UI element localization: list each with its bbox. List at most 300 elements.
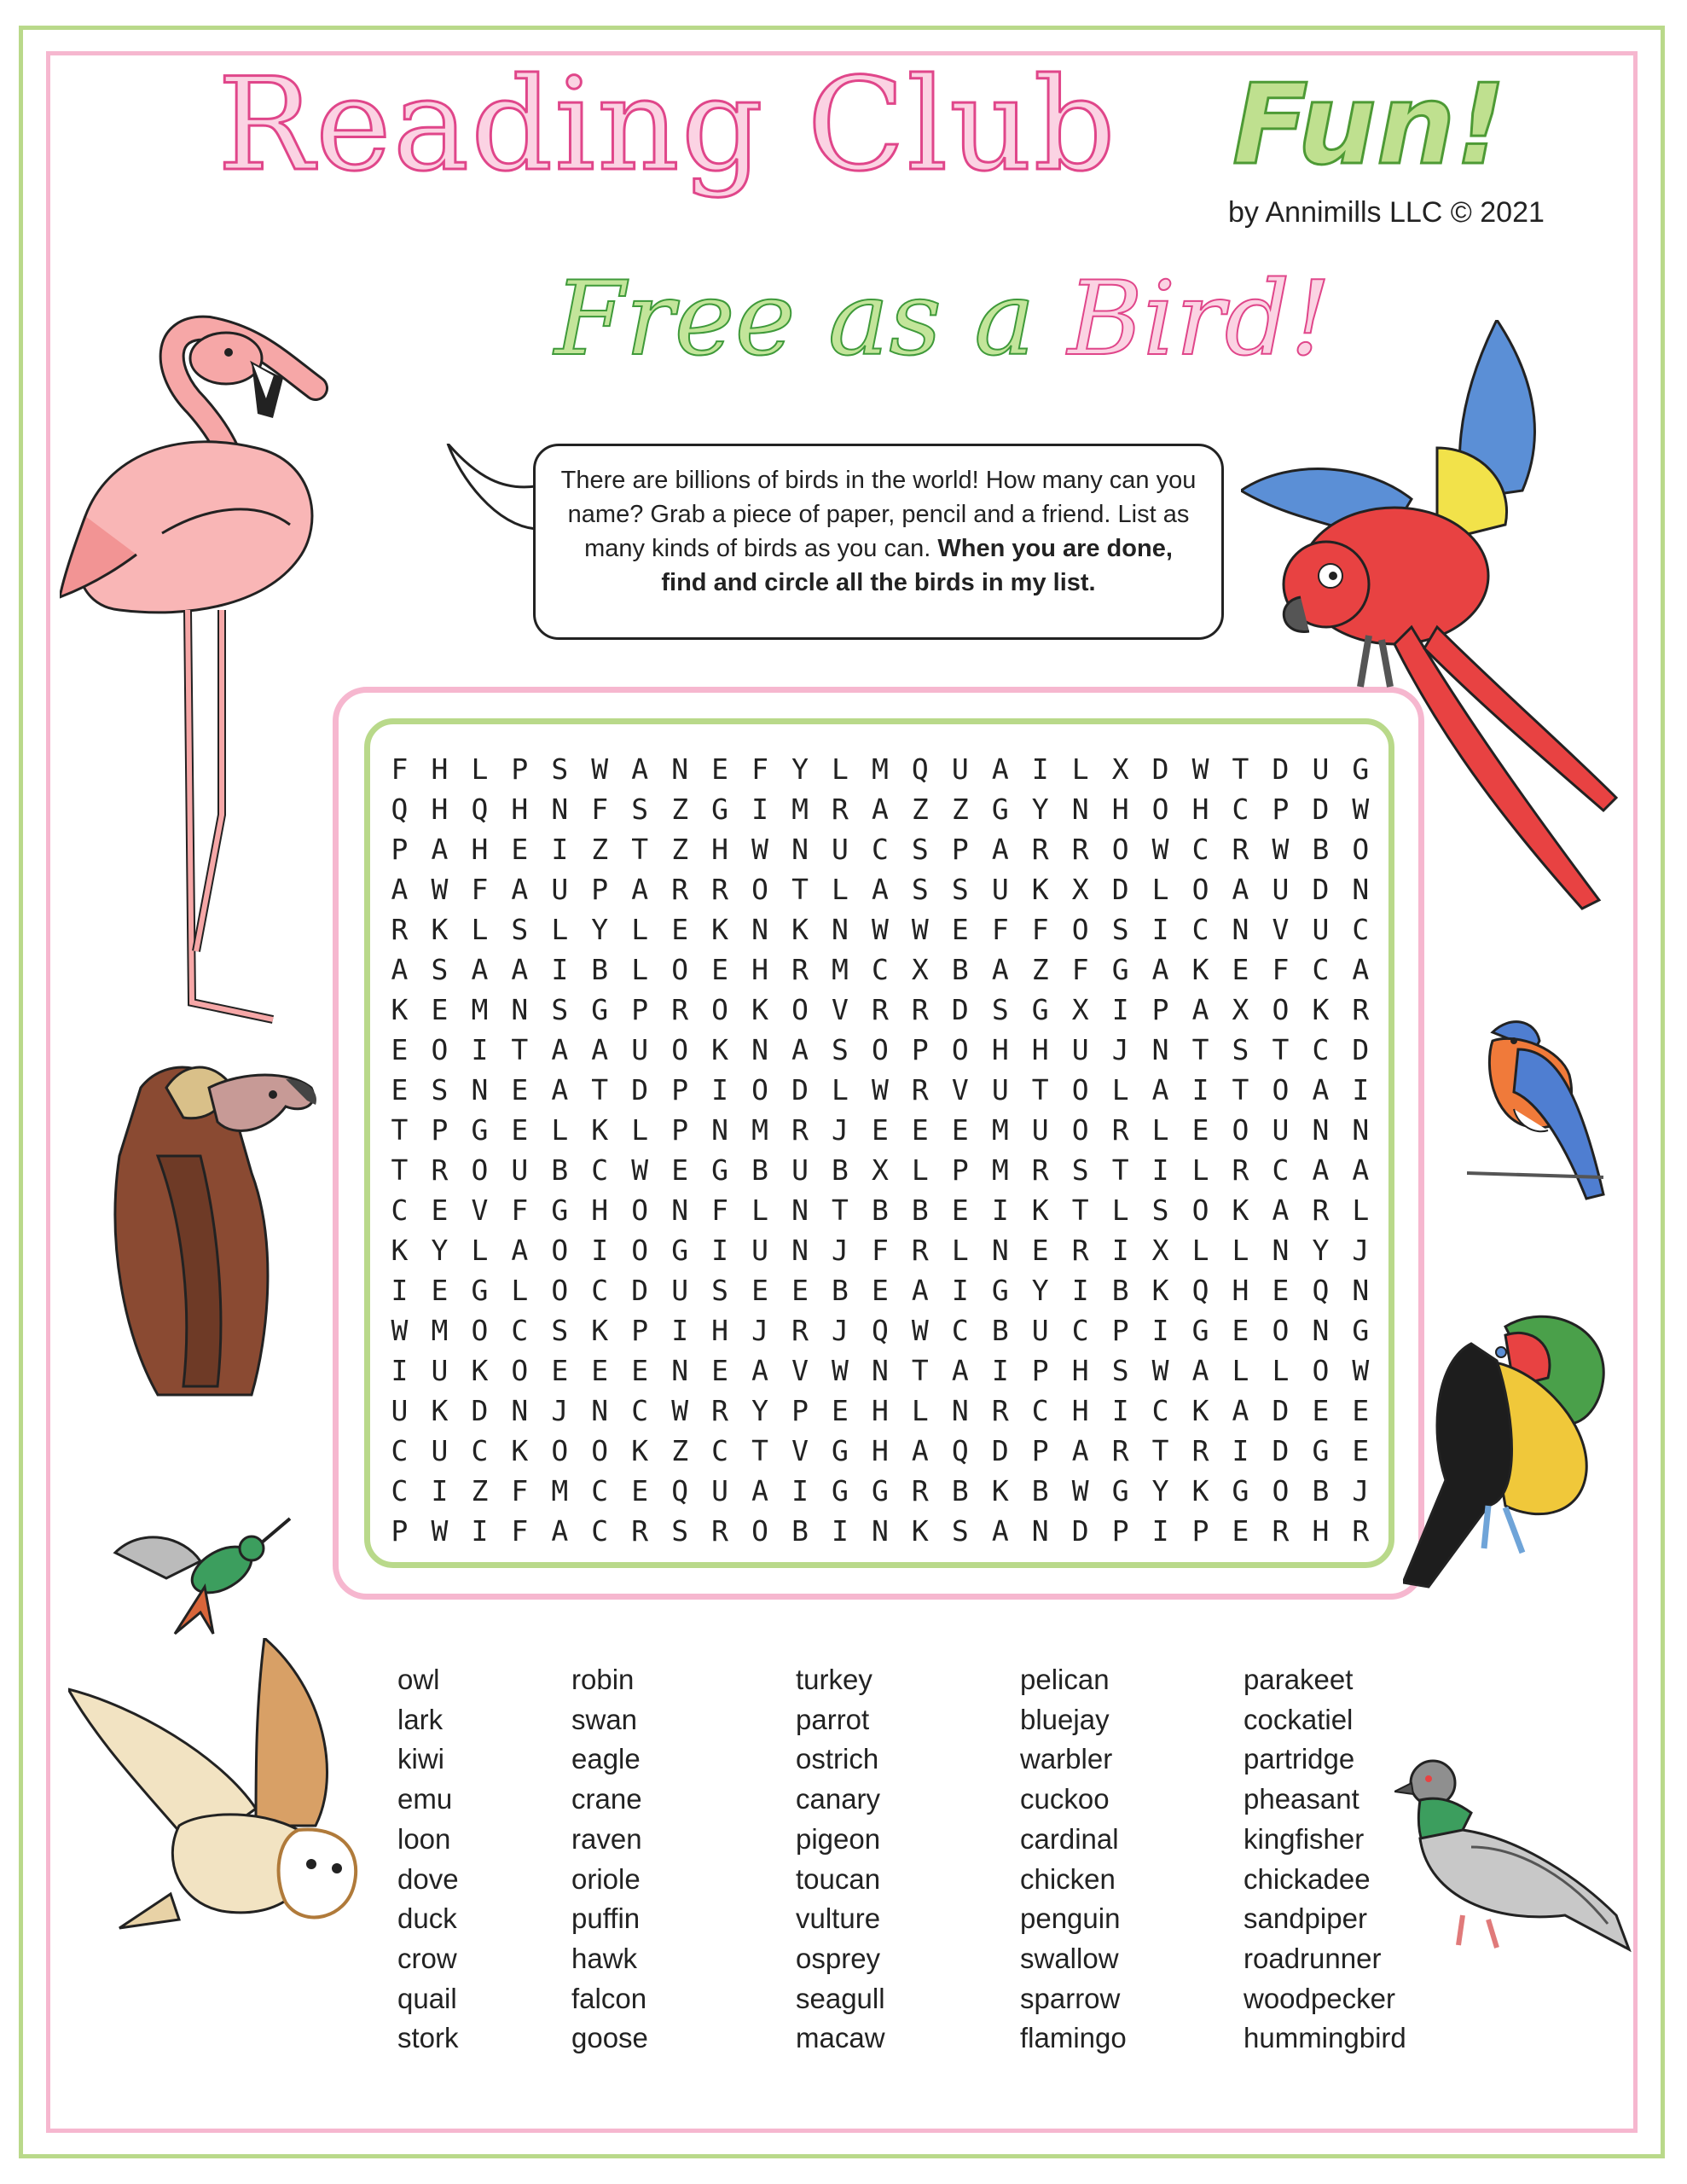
grid-letter[interactable]: D: [951, 993, 969, 1026]
grid-letter[interactable]: G: [1352, 1314, 1370, 1347]
grid-letter[interactable]: D: [1312, 873, 1330, 906]
grid-letter[interactable]: A: [751, 1474, 768, 1507]
grid-letter[interactable]: T: [1151, 1434, 1169, 1467]
grid-letter[interactable]: S: [1232, 1033, 1249, 1066]
grid-letter[interactable]: O: [711, 993, 729, 1026]
grid-letter[interactable]: C: [871, 953, 889, 986]
grid-letter[interactable]: W: [1151, 833, 1169, 866]
grid-letter[interactable]: O: [1191, 873, 1209, 906]
grid-letter[interactable]: O: [671, 1033, 689, 1066]
grid-letter[interactable]: D: [471, 1394, 489, 1427]
grid-letter[interactable]: C: [391, 1194, 409, 1227]
grid-letter[interactable]: G: [551, 1194, 569, 1227]
grid-letter[interactable]: N: [1352, 1274, 1370, 1307]
grid-letter[interactable]: L: [832, 752, 849, 786]
grid-letter[interactable]: K: [591, 1314, 609, 1347]
grid-letter[interactable]: H: [1071, 1394, 1089, 1427]
grid-letter[interactable]: C: [591, 1274, 609, 1307]
grid-letter[interactable]: H: [991, 1033, 1009, 1066]
grid-letter[interactable]: K: [431, 1394, 449, 1427]
grid-letter[interactable]: K: [631, 1434, 649, 1467]
grid-letter[interactable]: R: [791, 953, 809, 986]
grid-letter[interactable]: A: [1151, 1073, 1169, 1107]
grid-letter[interactable]: V: [471, 1194, 489, 1227]
grid-letter[interactable]: P: [391, 833, 409, 866]
grid-letter[interactable]: Z: [951, 793, 969, 826]
grid-letter[interactable]: J: [751, 1314, 768, 1347]
grid-letter[interactable]: M: [991, 1113, 1009, 1147]
grid-letter[interactable]: I: [711, 1073, 729, 1107]
grid-letter[interactable]: P: [431, 1113, 449, 1147]
grid-letter[interactable]: F: [511, 1474, 529, 1507]
grid-letter[interactable]: U: [1312, 913, 1330, 946]
grid-letter[interactable]: T: [1031, 1073, 1049, 1107]
grid-letter[interactable]: A: [911, 1274, 929, 1307]
grid-letter[interactable]: E: [951, 1194, 969, 1227]
grid-letter[interactable]: A: [1272, 1194, 1290, 1227]
grid-letter[interactable]: T: [511, 1033, 529, 1066]
grid-letter[interactable]: I: [391, 1274, 409, 1307]
grid-letter[interactable]: N: [1272, 1234, 1290, 1267]
grid-letter[interactable]: S: [551, 993, 569, 1026]
grid-letter[interactable]: U: [751, 1234, 768, 1267]
grid-letter[interactable]: W: [871, 1073, 889, 1107]
grid-letter[interactable]: F: [711, 1194, 729, 1227]
grid-letter[interactable]: K: [791, 913, 809, 946]
grid-letter[interactable]: N: [1312, 1314, 1330, 1347]
grid-letter[interactable]: R: [1312, 1194, 1330, 1227]
grid-letter[interactable]: D: [1312, 793, 1330, 826]
grid-letter[interactable]: N: [1352, 1113, 1370, 1147]
grid-letter[interactable]: R: [1031, 1153, 1049, 1187]
grid-letter[interactable]: G: [1031, 993, 1049, 1026]
grid-letter[interactable]: L: [1151, 1113, 1169, 1147]
grid-letter[interactable]: R: [791, 1314, 809, 1347]
grid-letter[interactable]: I: [391, 1354, 409, 1387]
grid-letter[interactable]: P: [1151, 993, 1169, 1026]
grid-letter[interactable]: L: [631, 913, 649, 946]
grid-letter[interactable]: W: [1071, 1474, 1089, 1507]
grid-letter[interactable]: L: [911, 1153, 929, 1187]
grid-letter[interactable]: S: [631, 793, 649, 826]
grid-letter[interactable]: T: [391, 1113, 409, 1147]
grid-letter[interactable]: G: [671, 1234, 689, 1267]
grid-letter[interactable]: Y: [1031, 1274, 1049, 1307]
grid-letter[interactable]: T: [1232, 752, 1249, 786]
grid-letter[interactable]: N: [1232, 913, 1249, 946]
grid-letter[interactable]: J: [1111, 1033, 1129, 1066]
grid-letter[interactable]: C: [1312, 1033, 1330, 1066]
grid-letter[interactable]: E: [911, 1113, 929, 1147]
grid-letter[interactable]: F: [391, 752, 409, 786]
grid-letter[interactable]: R: [1191, 1434, 1209, 1467]
grid-letter[interactable]: D: [1352, 1033, 1370, 1066]
grid-letter[interactable]: L: [1232, 1354, 1249, 1387]
grid-letter[interactable]: F: [591, 793, 609, 826]
grid-letter[interactable]: V: [791, 1434, 809, 1467]
grid-letter[interactable]: A: [511, 873, 529, 906]
grid-letter[interactable]: U: [631, 1033, 649, 1066]
grid-letter[interactable]: L: [551, 1113, 569, 1147]
grid-letter[interactable]: T: [631, 833, 649, 866]
grid-letter[interactable]: P: [1272, 793, 1290, 826]
grid-letter[interactable]: D: [991, 1434, 1009, 1467]
grid-letter[interactable]: Y: [1031, 793, 1049, 826]
grid-letter[interactable]: D: [1272, 1394, 1290, 1427]
grid-letter[interactable]: T: [911, 1354, 929, 1387]
grid-letter[interactable]: M: [791, 793, 809, 826]
grid-letter[interactable]: L: [1191, 1234, 1209, 1267]
grid-letter[interactable]: H: [1111, 793, 1129, 826]
grid-letter[interactable]: N: [511, 993, 529, 1026]
grid-letter[interactable]: R: [1111, 1113, 1129, 1147]
grid-letter[interactable]: L: [1111, 1194, 1129, 1227]
grid-letter[interactable]: A: [551, 1073, 569, 1107]
grid-letter[interactable]: I: [471, 1033, 489, 1066]
grid-letter[interactable]: K: [391, 1234, 409, 1267]
grid-letter[interactable]: C: [1191, 833, 1209, 866]
grid-letter[interactable]: E: [591, 1354, 609, 1387]
grid-letter[interactable]: L: [471, 913, 489, 946]
grid-letter[interactable]: R: [391, 913, 409, 946]
grid-letter[interactable]: E: [631, 1474, 649, 1507]
grid-letter[interactable]: L: [631, 1113, 649, 1147]
grid-letter[interactable]: B: [751, 1153, 768, 1187]
grid-letter[interactable]: D: [631, 1073, 649, 1107]
grid-letter[interactable]: L: [751, 1194, 768, 1227]
grid-letter[interactable]: Q: [951, 1434, 969, 1467]
grid-letter[interactable]: O: [1232, 1113, 1249, 1147]
grid-letter[interactable]: D: [1111, 873, 1129, 906]
grid-letter[interactable]: E: [1352, 1434, 1370, 1467]
grid-letter[interactable]: E: [1232, 1514, 1249, 1548]
grid-letter[interactable]: J: [832, 1113, 849, 1147]
grid-letter[interactable]: L: [631, 953, 649, 986]
grid-letter[interactable]: B: [791, 1514, 809, 1548]
grid-letter[interactable]: S: [511, 913, 529, 946]
grid-letter[interactable]: S: [1071, 1153, 1089, 1187]
grid-letter[interactable]: W: [832, 1354, 849, 1387]
grid-letter[interactable]: H: [431, 752, 449, 786]
grid-letter[interactable]: K: [1191, 1394, 1209, 1427]
grid-letter[interactable]: B: [951, 1474, 969, 1507]
grid-letter[interactable]: F: [511, 1194, 529, 1227]
grid-letter[interactable]: R: [1232, 1153, 1249, 1187]
grid-letter[interactable]: R: [911, 1073, 929, 1107]
grid-letter[interactable]: L: [832, 1073, 849, 1107]
grid-letter[interactable]: R: [1031, 833, 1049, 866]
grid-letter[interactable]: W: [1272, 833, 1290, 866]
grid-letter[interactable]: U: [671, 1274, 689, 1307]
grid-letter[interactable]: X: [911, 953, 929, 986]
grid-letter[interactable]: A: [1232, 1394, 1249, 1427]
grid-letter[interactable]: Z: [591, 833, 609, 866]
grid-letter[interactable]: C: [391, 1474, 409, 1507]
grid-letter[interactable]: P: [1031, 1354, 1049, 1387]
grid-letter[interactable]: Y: [1312, 1234, 1330, 1267]
grid-letter[interactable]: Y: [1151, 1474, 1169, 1507]
grid-letter[interactable]: K: [1232, 1194, 1249, 1227]
grid-letter[interactable]: O: [1071, 1073, 1089, 1107]
grid-letter[interactable]: X: [1151, 1234, 1169, 1267]
grid-letter[interactable]: W: [431, 1514, 449, 1548]
grid-letter[interactable]: I: [711, 1234, 729, 1267]
grid-letter[interactable]: W: [911, 913, 929, 946]
grid-letter[interactable]: E: [1352, 1394, 1370, 1427]
grid-letter[interactable]: K: [711, 913, 729, 946]
grid-letter[interactable]: U: [951, 752, 969, 786]
grid-letter[interactable]: M: [871, 752, 889, 786]
grid-letter[interactable]: D: [791, 1073, 809, 1107]
grid-letter[interactable]: W: [391, 1314, 409, 1347]
grid-letter[interactable]: P: [1031, 1434, 1049, 1467]
grid-letter[interactable]: K: [511, 1434, 529, 1467]
grid-letter[interactable]: Z: [1031, 953, 1049, 986]
grid-letter[interactable]: I: [1031, 752, 1049, 786]
grid-letter[interactable]: P: [631, 993, 649, 1026]
grid-letter[interactable]: I: [791, 1474, 809, 1507]
grid-letter[interactable]: R: [871, 993, 889, 1026]
grid-letter[interactable]: R: [1272, 1514, 1290, 1548]
grid-letter[interactable]: N: [471, 1073, 489, 1107]
grid-letter[interactable]: U: [791, 1153, 809, 1187]
grid-letter[interactable]: I: [1151, 1514, 1169, 1548]
grid-letter[interactable]: W: [1151, 1354, 1169, 1387]
grid-letter[interactable]: A: [871, 873, 889, 906]
grid-letter[interactable]: E: [751, 1274, 768, 1307]
grid-letter[interactable]: B: [911, 1194, 929, 1227]
grid-letter[interactable]: R: [1071, 1234, 1089, 1267]
grid-letter[interactable]: N: [1151, 1033, 1169, 1066]
grid-letter[interactable]: E: [511, 1113, 529, 1147]
grid-letter[interactable]: W: [911, 1314, 929, 1347]
grid-letter[interactable]: A: [991, 953, 1009, 986]
grid-letter[interactable]: M: [471, 993, 489, 1026]
grid-letter[interactable]: E: [511, 833, 529, 866]
grid-letter[interactable]: A: [431, 833, 449, 866]
grid-letter[interactable]: X: [1232, 993, 1249, 1026]
grid-letter[interactable]: T: [1071, 1194, 1089, 1227]
grid-letter[interactable]: P: [511, 752, 529, 786]
grid-letter[interactable]: Q: [671, 1474, 689, 1507]
grid-letter[interactable]: H: [1191, 793, 1209, 826]
grid-letter[interactable]: E: [871, 1274, 889, 1307]
grid-letter[interactable]: B: [1111, 1274, 1129, 1307]
grid-letter[interactable]: I: [1352, 1073, 1370, 1107]
grid-letter[interactable]: T: [1111, 1153, 1129, 1187]
grid-letter[interactable]: J: [551, 1394, 569, 1427]
grid-letter[interactable]: A: [391, 873, 409, 906]
grid-letter[interactable]: R: [711, 873, 729, 906]
grid-letter[interactable]: E: [1191, 1113, 1209, 1147]
grid-letter[interactable]: O: [431, 1033, 449, 1066]
grid-letter[interactable]: L: [551, 913, 569, 946]
grid-letter[interactable]: N: [791, 1234, 809, 1267]
grid-letter[interactable]: I: [471, 1514, 489, 1548]
grid-letter[interactable]: O: [871, 1033, 889, 1066]
grid-letter[interactable]: I: [832, 1514, 849, 1548]
grid-letter[interactable]: H: [871, 1434, 889, 1467]
grid-letter[interactable]: R: [1352, 1514, 1370, 1548]
grid-letter[interactable]: E: [431, 1274, 449, 1307]
grid-letter[interactable]: O: [951, 1033, 969, 1066]
grid-letter[interactable]: N: [671, 752, 689, 786]
grid-letter[interactable]: G: [1111, 1474, 1129, 1507]
grid-letter[interactable]: R: [991, 1394, 1009, 1427]
grid-letter[interactable]: K: [1031, 1194, 1049, 1227]
grid-letter[interactable]: R: [911, 993, 929, 1026]
grid-letter[interactable]: V: [832, 993, 849, 1026]
grid-letter[interactable]: S: [431, 953, 449, 986]
grid-letter[interactable]: W: [1352, 1354, 1370, 1387]
grid-letter[interactable]: R: [631, 1514, 649, 1548]
grid-letter[interactable]: A: [1312, 1153, 1330, 1187]
grid-letter[interactable]: E: [391, 1073, 409, 1107]
grid-letter[interactable]: W: [1191, 752, 1209, 786]
grid-letter[interactable]: K: [991, 1474, 1009, 1507]
grid-letter[interactable]: S: [1151, 1194, 1169, 1227]
grid-letter[interactable]: E: [1272, 1274, 1290, 1307]
grid-letter[interactable]: I: [991, 1194, 1009, 1227]
grid-letter[interactable]: C: [1031, 1394, 1049, 1427]
grid-letter[interactable]: O: [551, 1434, 569, 1467]
grid-letter[interactable]: U: [1312, 752, 1330, 786]
grid-letter[interactable]: K: [711, 1033, 729, 1066]
grid-letter[interactable]: E: [391, 1033, 409, 1066]
grid-letter[interactable]: L: [1352, 1194, 1370, 1227]
grid-letter[interactable]: N: [1352, 873, 1370, 906]
grid-letter[interactable]: P: [791, 1394, 809, 1427]
grid-letter[interactable]: N: [671, 1354, 689, 1387]
grid-letter[interactable]: C: [1191, 913, 1209, 946]
grid-letter[interactable]: S: [832, 1033, 849, 1066]
grid-letter[interactable]: G: [832, 1434, 849, 1467]
grid-letter[interactable]: C: [591, 1153, 609, 1187]
grid-letter[interactable]: A: [471, 953, 489, 986]
grid-letter[interactable]: Y: [431, 1234, 449, 1267]
grid-letter[interactable]: R: [911, 1234, 929, 1267]
grid-letter[interactable]: R: [1071, 833, 1089, 866]
grid-letter[interactable]: R: [711, 1394, 729, 1427]
grid-letter[interactable]: H: [431, 793, 449, 826]
grid-letter[interactable]: S: [711, 1274, 729, 1307]
grid-letter[interactable]: O: [1312, 1354, 1330, 1387]
grid-letter[interactable]: O: [631, 1234, 649, 1267]
grid-letter[interactable]: A: [631, 752, 649, 786]
grid-letter[interactable]: I: [1151, 1153, 1169, 1187]
grid-letter[interactable]: U: [391, 1394, 409, 1427]
grid-letter[interactable]: A: [1232, 873, 1249, 906]
grid-letter[interactable]: M: [832, 953, 849, 986]
grid-letter[interactable]: L: [911, 1394, 929, 1427]
grid-letter[interactable]: B: [991, 1314, 1009, 1347]
grid-letter[interactable]: B: [1312, 1474, 1330, 1507]
grid-letter[interactable]: C: [1151, 1394, 1169, 1427]
grid-letter[interactable]: L: [511, 1274, 529, 1307]
grid-letter[interactable]: I: [1111, 1234, 1129, 1267]
grid-letter[interactable]: N: [871, 1514, 889, 1548]
grid-letter[interactable]: P: [591, 873, 609, 906]
grid-letter[interactable]: S: [1111, 1354, 1129, 1387]
grid-letter[interactable]: G: [711, 1153, 729, 1187]
grid-letter[interactable]: I: [1151, 1314, 1169, 1347]
grid-letter[interactable]: E: [832, 1394, 849, 1427]
grid-letter[interactable]: E: [431, 993, 449, 1026]
grid-letter[interactable]: S: [431, 1073, 449, 1107]
grid-letter[interactable]: G: [1191, 1314, 1209, 1347]
grid-letter[interactable]: C: [711, 1434, 729, 1467]
grid-letter[interactable]: F: [1272, 953, 1290, 986]
grid-letter[interactable]: P: [391, 1514, 409, 1548]
grid-letter[interactable]: L: [1272, 1354, 1290, 1387]
grid-letter[interactable]: H: [1071, 1354, 1089, 1387]
grid-letter[interactable]: Z: [471, 1474, 489, 1507]
grid-letter[interactable]: H: [871, 1394, 889, 1427]
grid-letter[interactable]: A: [791, 1033, 809, 1066]
grid-letter[interactable]: N: [551, 793, 569, 826]
grid-letter[interactable]: Z: [671, 793, 689, 826]
grid-letter[interactable]: L: [951, 1234, 969, 1267]
grid-letter[interactable]: K: [1191, 1474, 1209, 1507]
grid-letter[interactable]: S: [551, 1314, 569, 1347]
grid-letter[interactable]: E: [511, 1073, 529, 1107]
grid-letter[interactable]: M: [431, 1314, 449, 1347]
grid-letter[interactable]: P: [951, 1153, 969, 1187]
grid-letter[interactable]: E: [951, 1113, 969, 1147]
grid-letter[interactable]: K: [1031, 873, 1049, 906]
grid-letter[interactable]: O: [791, 993, 809, 1026]
grid-letter[interactable]: C: [1232, 793, 1249, 826]
grid-letter[interactable]: R: [791, 1113, 809, 1147]
grid-letter[interactable]: U: [832, 833, 849, 866]
grid-letter[interactable]: L: [471, 1234, 489, 1267]
grid-letter[interactable]: A: [991, 833, 1009, 866]
grid-letter[interactable]: A: [751, 1354, 768, 1387]
grid-letter[interactable]: G: [471, 1274, 489, 1307]
grid-letter[interactable]: P: [631, 1314, 649, 1347]
grid-letter[interactable]: F: [1071, 953, 1089, 986]
grid-letter[interactable]: I: [431, 1474, 449, 1507]
grid-letter[interactable]: W: [1352, 793, 1370, 826]
grid-letter[interactable]: W: [871, 913, 889, 946]
grid-letter[interactable]: V: [791, 1354, 809, 1387]
grid-letter[interactable]: O: [1272, 1073, 1290, 1107]
grid-letter[interactable]: U: [1071, 1033, 1089, 1066]
grid-letter[interactable]: W: [751, 833, 768, 866]
grid-letter[interactable]: O: [551, 1274, 569, 1307]
grid-letter[interactable]: C: [1272, 1153, 1290, 1187]
grid-letter[interactable]: K: [911, 1514, 929, 1548]
grid-letter[interactable]: C: [1352, 913, 1370, 946]
grid-letter[interactable]: B: [1031, 1474, 1049, 1507]
grid-letter[interactable]: F: [991, 913, 1009, 946]
grid-letter[interactable]: E: [671, 913, 689, 946]
grid-letter[interactable]: O: [751, 1073, 768, 1107]
grid-letter[interactable]: O: [671, 953, 689, 986]
grid-letter[interactable]: H: [471, 833, 489, 866]
grid-letter[interactable]: F: [511, 1514, 529, 1548]
grid-letter[interactable]: X: [1071, 873, 1089, 906]
grid-letter[interactable]: Z: [671, 833, 689, 866]
grid-letter[interactable]: U: [711, 1474, 729, 1507]
grid-letter[interactable]: T: [1191, 1033, 1209, 1066]
grid-letter[interactable]: A: [511, 953, 529, 986]
grid-letter[interactable]: A: [871, 793, 889, 826]
grid-letter[interactable]: S: [951, 873, 969, 906]
grid-letter[interactable]: S: [1111, 913, 1129, 946]
grid-letter[interactable]: O: [551, 1234, 569, 1267]
grid-letter[interactable]: B: [1312, 833, 1330, 866]
